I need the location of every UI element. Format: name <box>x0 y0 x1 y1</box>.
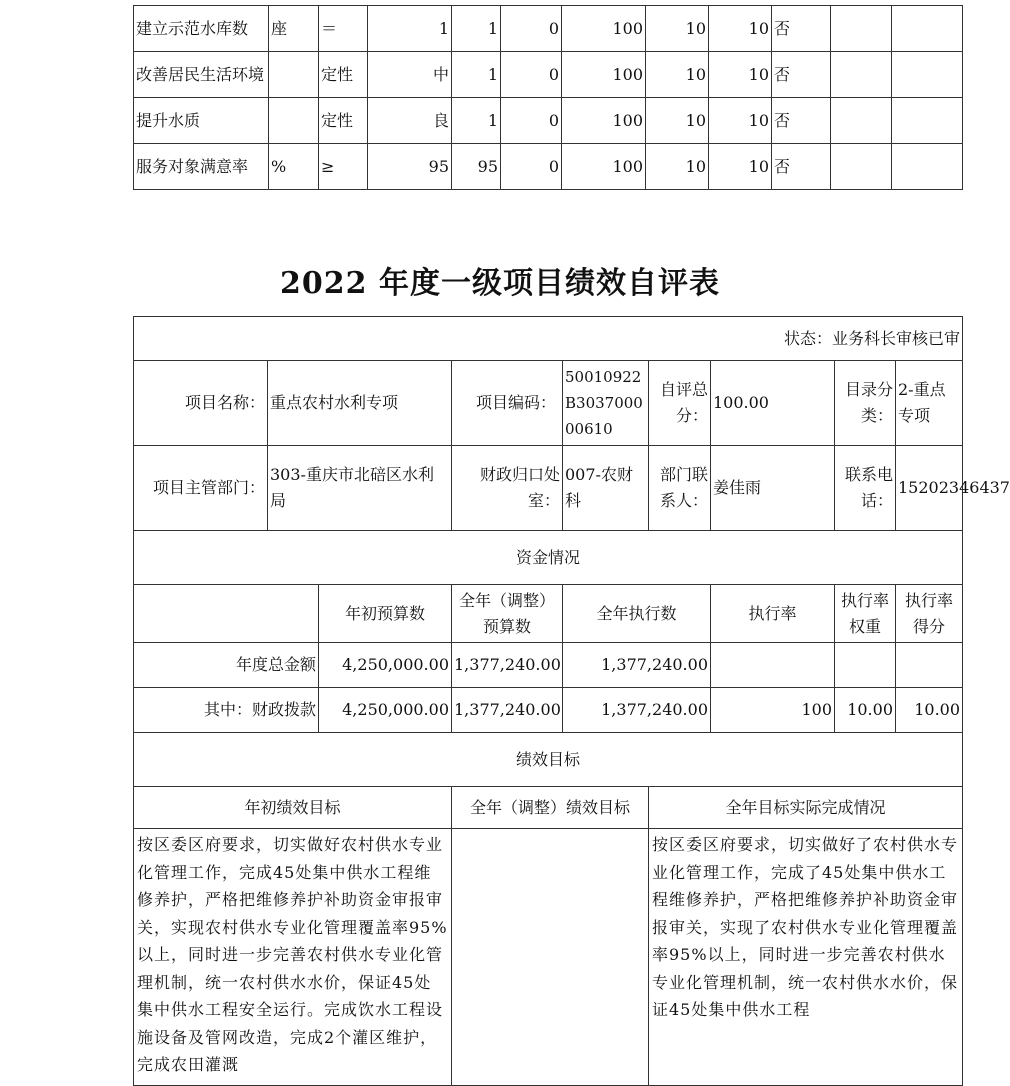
indicator-cell: 0 <box>501 98 562 144</box>
indicator-cell: 定性 <box>319 52 368 98</box>
funds-cell <box>835 643 896 688</box>
indicator-cell <box>892 52 963 98</box>
indicator-cell: 10 <box>646 6 709 52</box>
contact-value: 姜佳雨 <box>711 446 835 531</box>
goals-header-actual: 全年目标实际完成情况 <box>649 787 963 829</box>
indicator-cell: 0 <box>501 144 562 190</box>
indicator-cell: 1 <box>452 52 501 98</box>
indicator-row <box>134 144 963 190</box>
funds-row-label: 其中：财政拨款 <box>134 688 319 733</box>
indicator-cell <box>269 52 319 98</box>
indicator-cell <box>892 144 963 190</box>
indicator-cell: 95 <box>368 144 452 190</box>
indicator-cell <box>831 52 892 98</box>
indicator-cell: 中 <box>368 52 452 98</box>
status-text: 状态：业务科长审核已审 <box>134 317 963 361</box>
indicator-cell: 10 <box>709 52 772 98</box>
indicator-cell: 100 <box>562 144 646 190</box>
indicator-cell: 1 <box>368 6 452 52</box>
dept-label: 项目主管部门： <box>134 446 268 531</box>
indicator-name: 服务对象满意率 <box>134 144 269 190</box>
indicator-cell: % <box>269 144 319 190</box>
funds-cell: 1,377,240.00 <box>452 643 563 688</box>
catalog-value: 2-重点专项 <box>896 361 963 446</box>
indicator-row <box>134 52 963 98</box>
indicator-cell: ≥ <box>319 144 368 190</box>
indicator-cell <box>831 6 892 52</box>
finance-value: 007-农财科 <box>563 446 649 531</box>
project-name-value: 重点农村水利专项 <box>268 361 452 446</box>
indicator-cell: 10 <box>709 98 772 144</box>
funds-header-adjusted: 全年（调整）预算数 <box>452 585 563 643</box>
funds-cell: 1,377,240.00 <box>563 643 711 688</box>
indicator-cell <box>892 6 963 52</box>
funds-header-weight: 执行率权重 <box>835 585 896 643</box>
indicator-table <box>133 5 963 190</box>
indicator-cell: 10 <box>646 52 709 98</box>
indicator-cell: 10 <box>646 144 709 190</box>
indicator-cell: 否 <box>772 6 831 52</box>
project-code-label: 项目编码： <box>452 361 563 446</box>
indicator-cell: 0 <box>501 6 562 52</box>
funds-header-initial: 年初预算数 <box>319 585 452 643</box>
indicator-cell: 10 <box>709 6 772 52</box>
goals-initial-text: 按区委区府要求，切实做好农村供水专业化管理工作，完成45处集中供水工程维修养护，严格把维修养护补助资金审报审关，实现农村供水专业化管理覆盖率95%以上，同时进一步完善农村供水专业化管理机制，统一农村供水水价，保证45处集中供水工程安全运行。完成饮水工程设施设备及管网改造，完成2个灌区维护，完成农田灌溉 <box>134 829 452 1086</box>
indicator-cell: 1 <box>452 98 501 144</box>
funds-row-label: 年度总金额 <box>134 643 319 688</box>
funds-cell: 1,377,240.00 <box>563 688 711 733</box>
project-name-label: 项目名称： <box>134 361 268 446</box>
indicator-cell: 95 <box>452 144 501 190</box>
indicator-name: 提升水质 <box>134 98 269 144</box>
funds-section-title: 资金情况 <box>134 531 963 585</box>
indicator-cell <box>269 98 319 144</box>
indicator-cell: 1 <box>452 6 501 52</box>
indicator-cell: ＝ <box>319 6 368 52</box>
goals-header-initial: 年初绩效目标 <box>134 787 452 829</box>
goals-section-title: 绩效目标 <box>134 733 963 787</box>
indicator-cell <box>892 98 963 144</box>
funds-header-rate: 执行率 <box>711 585 835 643</box>
indicator-cell <box>831 98 892 144</box>
funds-cell <box>896 643 963 688</box>
indicator-cell: 10 <box>646 98 709 144</box>
indicator-cell: 良 <box>368 98 452 144</box>
goals-adjusted-text <box>452 829 649 1086</box>
funds-header-blank <box>134 585 319 643</box>
indicator-name: 建立示范水库数 <box>134 6 269 52</box>
funds-cell: 100 <box>711 688 835 733</box>
funds-cell: 4,250,000.00 <box>319 688 452 733</box>
funds-cell: 10.00 <box>896 688 963 733</box>
funds-cell: 10.00 <box>835 688 896 733</box>
indicator-row <box>134 6 963 52</box>
funds-cell: 4,250,000.00 <box>319 643 452 688</box>
indicator-row <box>134 98 963 144</box>
indicator-cell: 100 <box>562 6 646 52</box>
catalog-label: 目录分类： <box>835 361 896 446</box>
indicator-cell: 100 <box>562 52 646 98</box>
self-evaluation-table <box>133 316 1010 1086</box>
project-code-value: 50010922B303700000610 <box>563 361 649 446</box>
phone-value: 15202346437 <box>896 446 963 531</box>
indicator-cell: 100 <box>562 98 646 144</box>
page-title: 2022 年度一级项目绩效自评表 <box>280 266 720 301</box>
indicator-cell: 定性 <box>319 98 368 144</box>
funds-header-score: 执行率得分 <box>896 585 963 643</box>
indicator-cell: 否 <box>772 98 831 144</box>
dept-value: 303-重庆市北碚区水利局 <box>268 446 452 531</box>
indicator-cell: 否 <box>772 52 831 98</box>
indicator-cell: 座 <box>269 6 319 52</box>
goals-header-adjusted: 全年（调整）绩效目标 <box>452 787 649 829</box>
funds-cell <box>711 643 835 688</box>
funds-header-executed: 全年执行数 <box>563 585 711 643</box>
indicator-cell: 否 <box>772 144 831 190</box>
funds-cell: 1,377,240.00 <box>452 688 563 733</box>
self-score-label: 自评总分： <box>649 361 711 446</box>
indicator-name: 改善居民生活环境 <box>134 52 269 98</box>
finance-label: 财政归口处室： <box>452 446 563 531</box>
phone-label: 联系电话： <box>835 446 896 531</box>
indicator-cell <box>831 144 892 190</box>
indicator-cell: 0 <box>501 52 562 98</box>
goals-actual-text: 按区委区府要求，切实做好了农村供水专业化管理工作，完成了45处集中供水工程维修养护，严格把维修养护补助资金审报审关，实现了农村供水专业化管理覆盖率95%以上，同时进一步完善农村供水专业化管理机制，统一农村供水水价，保证45处集中供水工程 <box>649 829 963 1086</box>
self-score-value: 100.00 <box>711 361 835 446</box>
indicator-cell: 10 <box>709 144 772 190</box>
contact-label: 部门联系人： <box>649 446 711 531</box>
